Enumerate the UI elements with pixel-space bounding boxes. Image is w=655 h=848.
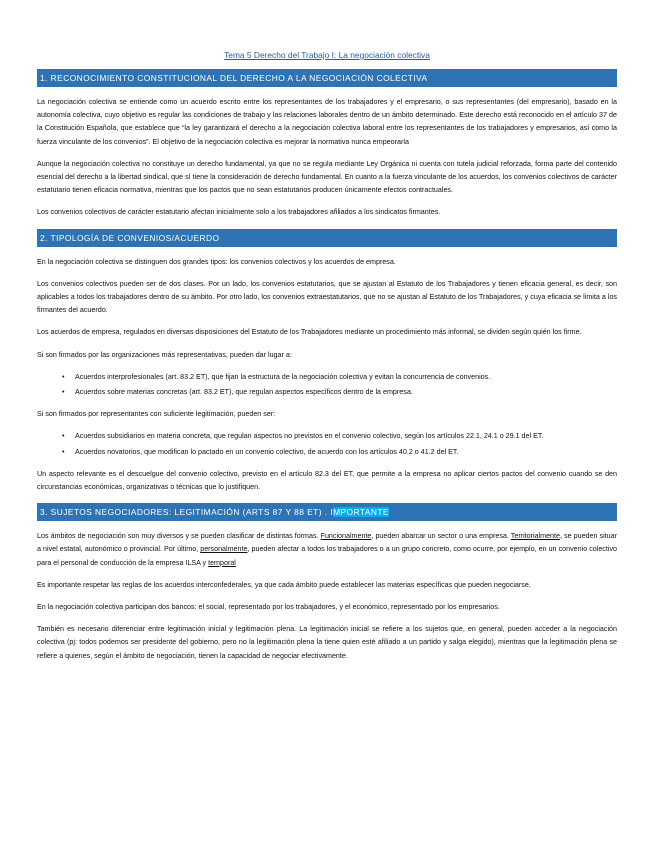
- document-page: [37, 50, 617, 672]
- underlined-term: temporal: [208, 558, 236, 567]
- list-item-text: Acuerdos subsidiarios en materia concreta, que regulan aspectos no previstos en el convenio colectivo, según los artículos 22.1, 24.1 o 29.1 del ET.: [75, 432, 544, 441]
- section-3-header-text: 3. SUJETOS NEGOCIADORES: LEGITIMACIÓN (ARTS 87 Y 88 ET) . I: [40, 507, 334, 518]
- section-2-paragraph-1: En la negociación colectiva se distinguen dos grandes tipos: los convenios colectivos y los acuerdos de empresa.: [37, 257, 396, 266]
- text-run: , se pueden situar a nivel estatal, autonómico o provincial. Por último,: [37, 532, 617, 554]
- text-run: Los ámbitos de negociación son muy diversos y se pueden clasificar de distintas formas.: [37, 532, 321, 541]
- list-item: [62, 430, 617, 443]
- section-3-header: [37, 503, 617, 521]
- bullet-icon: •: [62, 372, 65, 381]
- section-2-paragraph-4: Si son firmados por las organizaciones más representativas, pueden dar lugar a:: [37, 350, 292, 359]
- section-3-paragraph-3: En la negociación colectiva participan dos bancos: el social, representado por los trabajadores, y el económico, representado por los empresarios.: [37, 603, 500, 612]
- section-3-paragraph-2: Es importante respetar las reglas de los acuerdos interconfederales, ya que cada ámbito puede establecer las materias específicas que pueden negociarse.: [37, 580, 531, 589]
- section-2-list-1: [37, 371, 617, 399]
- list-item-text: Acuerdos sobre materias concretas (art. 83.2 ET), que regulan aspectos específicos dentro de la empresa.: [75, 388, 413, 397]
- bullet-icon: •: [62, 388, 65, 397]
- section-1-paragraph-3: Los convenios colectivos de carácter estatutario afectan inicialmente solo a los trabajadores afiliados a los sindicatos firmantes.: [37, 208, 441, 217]
- underlined-term: Territorialmente: [510, 532, 560, 541]
- section-2-paragraph-6: Un aspecto relevante es el descuelgue del convenio colectivo, previsto en el artículo 82.3 del ET, que permite a la empresa no aplicar ciertos pactos del convenio cuando se den circunstancias económicas, organizativas o técnicas que lo justifiquen.: [37, 469, 617, 492]
- section-2-paragraph-5: Si son firmados por representantes con suficiente legitimación, pueden ser:: [37, 410, 276, 419]
- section-2-paragraph-2: Los convenios colectivos pueden ser de dos clases. Por un lado, los convenios estatutarios, que se ajustan al Estatuto de los Trabajadores y tienen eficacia general, es decir, son aplicables a todos los trabajadores dentro de su ámbito. Por otro lado, los convenios extraestatutarios, que no se ajustan al Estatuto de los Trabajadores, y cuya eficacia se limita a los firmantes del acuerdo.: [37, 279, 617, 315]
- section-2-header: 2. TIPOLOGÍA DE CONVENIOS/ACUERDO: [37, 229, 617, 247]
- underlined-term: Funcionalmente: [320, 532, 372, 541]
- list-item: [62, 386, 617, 399]
- list-item-text: Acuerdos novatorios, que modifican lo pactado en un convenio colectivo, de acuerdo con los artículos 40.2 o 41.2 del ET.: [75, 447, 459, 456]
- section-1-paragraph-2: Aunque la negociación colectiva no constituye un derecho fundamental, ya que no se regula mediante Ley Orgánica ni cuenta con tutela judicial reforzada, forma parte del contenido esencial del derecho a la libertad sindical, que sí tiene la consideración de derecho fundamental. En cuanto a la fuerza vinculante de los acuerdos, los convenios colectivos de carácter estatutario tienen eficacia normativa, mientras que los pactos que no sean estatutarios producen únicamente efectos contractuales.: [37, 159, 617, 195]
- document-title: Tema 5 Derecho del Trabajo I: La negociación colectiva: [224, 50, 430, 60]
- bullet-icon: •: [62, 432, 65, 441]
- list-item: [62, 446, 617, 459]
- section-2-paragraph-3: Los acuerdos de empresa, regulados en diversas disposiciones del Estatuto de los Trabajadores mediante un procedimiento más informal, se dividen según quién los firme.: [37, 328, 582, 337]
- list-item-text: Acuerdos interprofesionales (art. 83.2 ET), que fijan la estructura de la negociación colectiva y evitan la concurrencia de convenios.: [75, 372, 491, 381]
- section-1-paragraph-1: La negociación colectiva se entiende como un acuerdo escrito entre los representantes de los trabajadores y el empresario, o sus representantes (del empresario), basado en la autonomía colectiva, cuyo objetivo es regular las condiciones de trabajo y las relaciones laborales dentro de un ámbito determinado. Este derecho está reconocido en el artículo 37 de la Constitución Española, que establece que “la ley garantizará el derecho a la negociación colectiva laboral entre los representantes de los trabajadores y empresarios, así como la fuerza vinculante de los convenios”. El objetivo de la negociación colectiva es mejorar la normativa nunca empeorarla: [37, 98, 617, 146]
- important-highlight: MPORTANTE: [333, 507, 389, 518]
- text-run: , pueden afectar a todos los trabajadores o a un grupo concreto, como ocurre, por ejemplo, en un convenio colectivo para el personal de conducción de la empresa ILSA y: [37, 545, 617, 567]
- list-item: [62, 371, 617, 384]
- underlined-term: personalmente: [200, 545, 248, 554]
- section-2-list-2: [37, 430, 617, 458]
- bullet-icon: •: [62, 447, 65, 456]
- section-3-paragraph-4: También es necesario diferenciar entre legitimación inicial y legitimación plena. La legitimación inicial se refiere a los sujetos que, en general, pueden acceder a la negociación colectiva (pj: todos podemos ser presidente del gobierno, pero no la legitimación plena la tiene quien esté afiliado a un partido y salga elegido), mientras que la legitimación plena se refiere a quienes, según el ámbito de negociación, tienen la capacidad de negociar efectivamente.: [37, 625, 617, 660]
- section-1-header: 1. RECONOCIMIENTO CONSTITUCIONAL DEL DERECHO A LA NEGOCIACIÓN COLECTIVA: [37, 69, 617, 87]
- section-3-paragraph-1: [37, 530, 617, 570]
- text-run: , pueden abarcar un sector o una empresa.: [371, 532, 511, 541]
